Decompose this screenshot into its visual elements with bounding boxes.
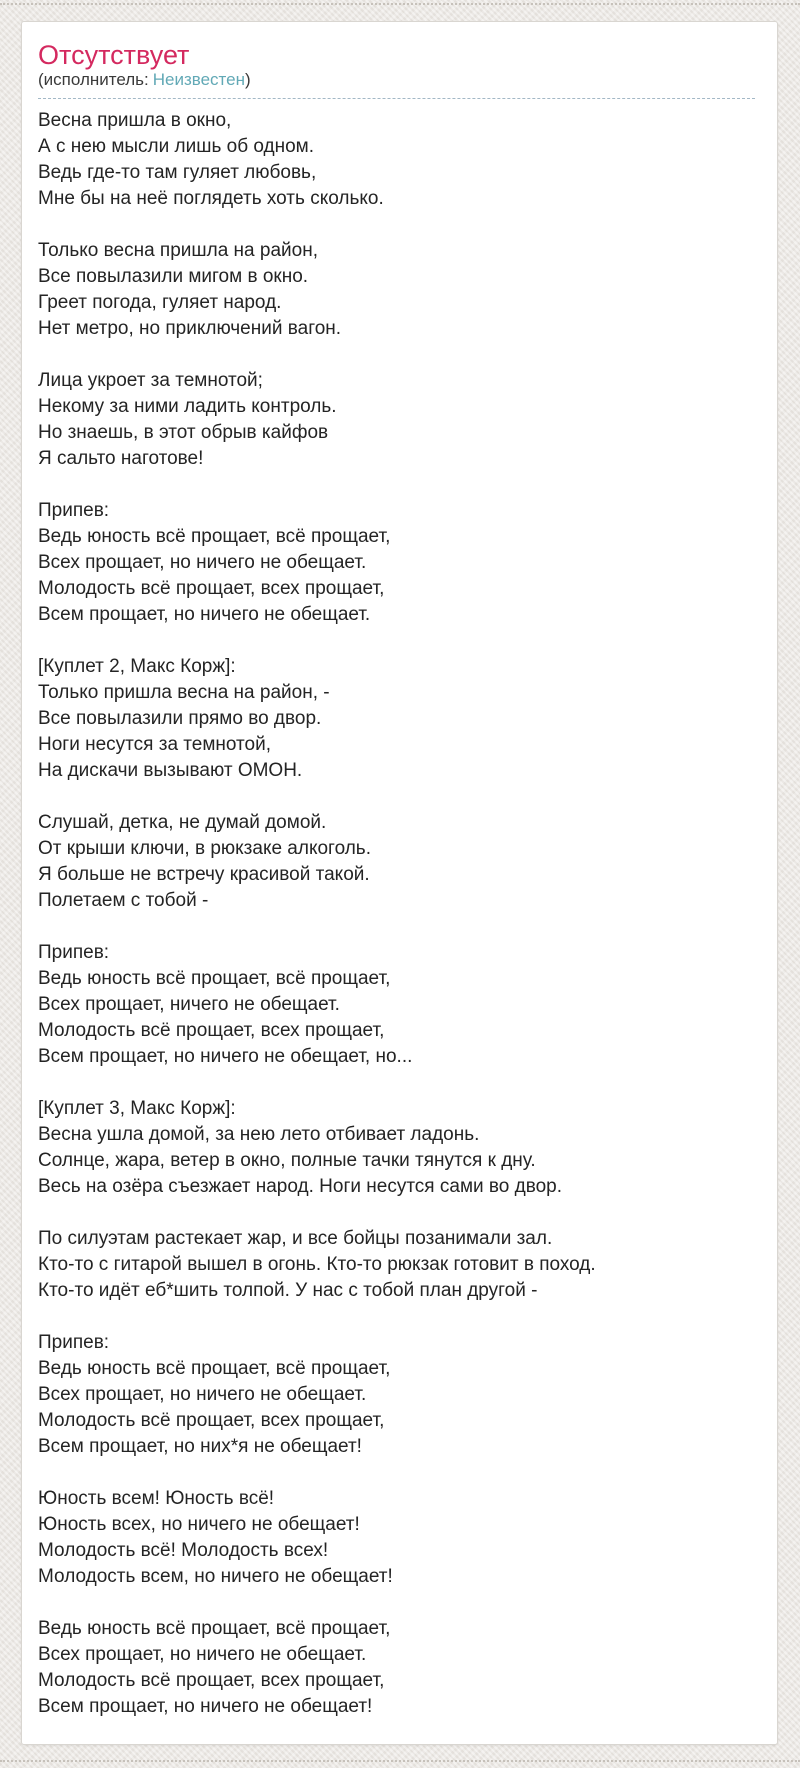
- lyrics-line: Только пришла весна на район, -: [38, 682, 330, 703]
- lyrics-line: Припев:: [38, 500, 110, 521]
- lyrics-line: Солнце, жара, ветер в окно, полные тачки тянутся к дну.: [38, 1150, 536, 1171]
- lyrics-line: Некому за ними ладить контроль.: [38, 396, 337, 417]
- lyrics-line: Ведь юность всё прощает, всё прощает,: [38, 968, 391, 989]
- lyrics-line: Все повылазили мигом в окно.: [38, 266, 309, 287]
- lyrics-line: Кто-то с гитарой вышел в огонь. Кто-то рюкзак готовит в поход.: [38, 1254, 596, 1275]
- lyrics-line: Всех прощает, но ничего не обещает.: [38, 1644, 367, 1665]
- lyrics-line: Только весна пришла на район,: [38, 240, 318, 261]
- lyrics-card: [21, 21, 778, 1745]
- lyrics-line: Молодость всё! Молодость всех!: [38, 1540, 329, 1561]
- lyrics-line: Все повылазили прямо во двор.: [38, 708, 322, 729]
- artist-label: (исполнитель:: [38, 70, 149, 89]
- page-bottom-dotted-border: [0, 1760, 800, 1762]
- lyrics-stanza: [38, 368, 755, 472]
- lyrics-line: Всем прощает, но них*я не обещает!: [38, 1436, 362, 1457]
- song-header: [38, 40, 755, 99]
- lyrics-line: Ведь юность всё прощает, всё прощает,: [38, 1618, 391, 1639]
- lyrics-line: Юность всем! Юность всё!: [38, 1488, 275, 1509]
- lyrics-line: Весна ушла домой, за нею лето отбивает ладонь.: [38, 1124, 480, 1145]
- lyrics-line: Лица укроет за темнотой;: [38, 370, 263, 391]
- lyrics-stanza: [38, 810, 755, 914]
- lyrics-line: От крыши ключи, в рюкзаке алкоголь.: [38, 838, 371, 859]
- lyrics-line: Кто-то идёт еб*шить толпой. У нас с тобой план другой -: [38, 1280, 538, 1301]
- lyrics-line: Молодость всё прощает, всех прощает,: [38, 1020, 385, 1041]
- lyrics-line: Я сальто наготове!: [38, 448, 204, 469]
- lyrics-line: Припев:: [38, 1332, 110, 1353]
- lyrics-line: По силуэтам растекает жар, и все бойцы позанимали зал.: [38, 1228, 553, 1249]
- lyrics-line: Всех прощает, но ничего не обещает.: [38, 1384, 367, 1405]
- lyrics-stanza: [38, 940, 755, 1070]
- lyrics-line: На дискачи вызывают ОМОН.: [38, 760, 303, 781]
- lyrics-line: А с нею мысли лишь об одном.: [38, 136, 315, 157]
- artist-label-suffix: ): [245, 70, 251, 89]
- artist-link[interactable]: Неизвестен: [152, 70, 245, 89]
- lyrics-line: [Куплет 2, Макс Корж]:: [38, 656, 236, 677]
- lyrics-line: Полетаем с тобой -: [38, 890, 209, 911]
- lyrics-stanza: [38, 654, 755, 784]
- lyrics-line: Греет погода, гуляет народ.: [38, 292, 282, 313]
- lyrics-line: Всем прощает, но ничего не обещает.: [38, 604, 371, 625]
- page-top-dotted-border: [0, 3, 800, 5]
- lyrics-stanza: [38, 1486, 755, 1590]
- lyrics-stanza: [38, 1096, 755, 1200]
- lyrics-line: Молодость всем, но ничего не обещает!: [38, 1566, 393, 1587]
- lyrics-stanza: [38, 238, 755, 342]
- lyrics-stanza: [38, 1616, 755, 1720]
- lyrics-line: Молодость всё прощает, всех прощает,: [38, 1410, 385, 1431]
- lyrics-line: Юность всех, но ничего не обещает!: [38, 1514, 360, 1535]
- lyrics-line: Ведь где-то там гуляет любовь,: [38, 162, 317, 183]
- lyrics-stanza: [38, 498, 755, 628]
- lyrics-line: Мне бы на неё поглядеть хоть сколько.: [38, 188, 384, 209]
- lyrics-text: [38, 108, 755, 1720]
- lyrics-line: Всех прощает, но ничего не обещает.: [38, 552, 367, 573]
- lyrics-line: Молодость всё прощает, всех прощает,: [38, 1670, 385, 1691]
- lyrics-line: Всех прощает, ничего не обещает.: [38, 994, 340, 1015]
- lyrics-line: Ведь юность всё прощает, всё прощает,: [38, 526, 391, 547]
- lyrics-stanza: [38, 1330, 755, 1460]
- lyrics-stanza: [38, 108, 755, 212]
- lyrics-line: Весна пришла в окно,: [38, 110, 232, 131]
- lyrics-line: Слушай, детка, не думай домой.: [38, 812, 327, 833]
- lyrics-line: Я больше не встречу красивой такой.: [38, 864, 370, 885]
- lyrics-line: Всем прощает, но ничего не обещает!: [38, 1696, 373, 1717]
- lyrics-line: Но знаешь, в этот обрыв кайфов: [38, 422, 329, 443]
- artist-line: [38, 70, 755, 99]
- lyrics-line: Припев:: [38, 942, 110, 963]
- lyrics-line: Ноги несутся за темнотой,: [38, 734, 271, 755]
- song-title-link[interactable]: Отсутствует: [38, 40, 190, 70]
- lyrics-line: [Куплет 3, Макс Корж]:: [38, 1098, 236, 1119]
- lyrics-line: Молодость всё прощает, всех прощает,: [38, 578, 385, 599]
- lyrics-line: Весь на озёра съезжает народ. Ноги несутся сами во двор.: [38, 1176, 563, 1197]
- lyrics-stanza: [38, 1226, 755, 1304]
- lyrics-line: Всем прощает, но ничего не обещает, но...: [38, 1046, 413, 1067]
- lyrics-line: Ведь юность всё прощает, всё прощает,: [38, 1358, 391, 1379]
- lyrics-line: Нет метро, но приключений вагон.: [38, 318, 342, 339]
